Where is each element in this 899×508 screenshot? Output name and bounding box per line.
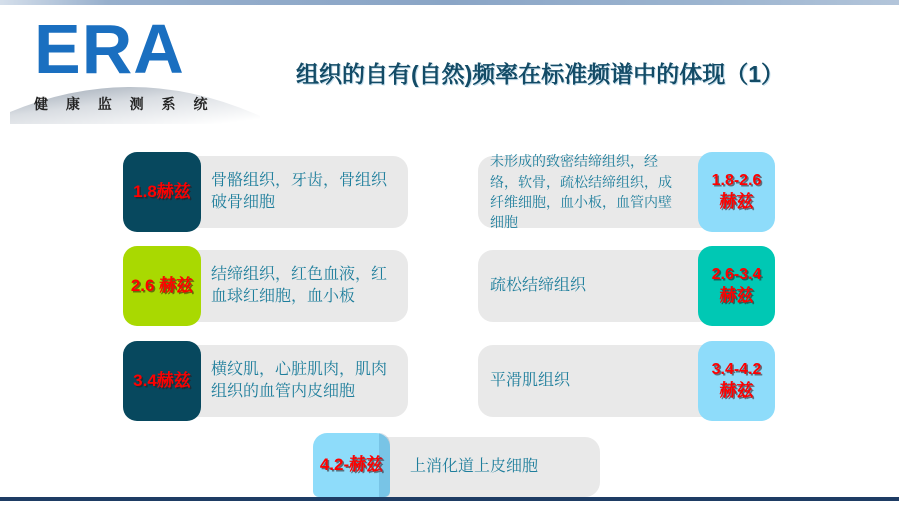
tissue-row-left-3 bbox=[123, 341, 408, 421]
tissue-row-right-3 bbox=[478, 341, 775, 421]
frequency-label: 2.6 赫兹 bbox=[130, 276, 194, 296]
slide-title: 组织的自有(自然)频率在标准频谱中的体现（1） bbox=[295, 61, 785, 87]
frequency-label: 3.4赫兹 bbox=[133, 371, 191, 391]
frequency-badge bbox=[123, 246, 201, 326]
frequency-label: 4.2-赫兹 bbox=[319, 455, 384, 475]
tissue-desc: 横纹肌，心脏肌肉，肌肉组织的血管内皮细胞 bbox=[211, 360, 388, 400]
frequency-label: 1.8赫兹 bbox=[133, 182, 191, 202]
tissue-desc: 上消化道上皮细胞 bbox=[410, 457, 539, 475]
tissue-desc: 未形成的致密结缔组织，经络，软骨，疏松结缔组织，成纤维细胞，血小板，血管内壁细胞 bbox=[490, 153, 672, 231]
frequency-badge bbox=[313, 433, 390, 497]
frequency-badge bbox=[698, 341, 775, 421]
tissue-row-left-2 bbox=[123, 246, 408, 326]
frequency-badge bbox=[698, 246, 775, 326]
logo-subtitle: 健 康 监 测 系 统 bbox=[34, 96, 215, 112]
frequency-unit: 赫兹 bbox=[719, 286, 754, 306]
frequency-unit: 赫兹 bbox=[719, 381, 754, 401]
tissue-desc: 结缔组织，红色血液，红血球红细胞，血小板 bbox=[211, 265, 388, 305]
frequency-range: 2.6-3.4 bbox=[711, 265, 762, 283]
tissue-row-left-1 bbox=[123, 152, 408, 232]
era-logo bbox=[10, 8, 260, 128]
tissue-row-right-2 bbox=[478, 246, 775, 326]
tissue-row-bottom bbox=[313, 433, 600, 497]
frequency-unit: 赫兹 bbox=[719, 192, 754, 212]
logo-brand-text: ERA bbox=[34, 10, 185, 88]
tissue-row-right-1 bbox=[478, 152, 775, 232]
frequency-range: 1.8-2.6 bbox=[711, 171, 762, 189]
bottom-rule-bar bbox=[0, 497, 899, 501]
frequency-badge bbox=[123, 152, 201, 232]
tissue-desc: 疏松结缔组织 bbox=[490, 276, 587, 294]
frequency-range: 3.4-4.2 bbox=[711, 360, 762, 378]
frequency-badge bbox=[698, 152, 775, 232]
top-accent-bar bbox=[0, 0, 899, 5]
tissue-desc: 骨骼组织，牙齿，骨组织破骨细胞 bbox=[211, 171, 388, 211]
tissue-desc: 平滑肌组织 bbox=[490, 371, 571, 389]
frequency-badge bbox=[123, 341, 201, 421]
